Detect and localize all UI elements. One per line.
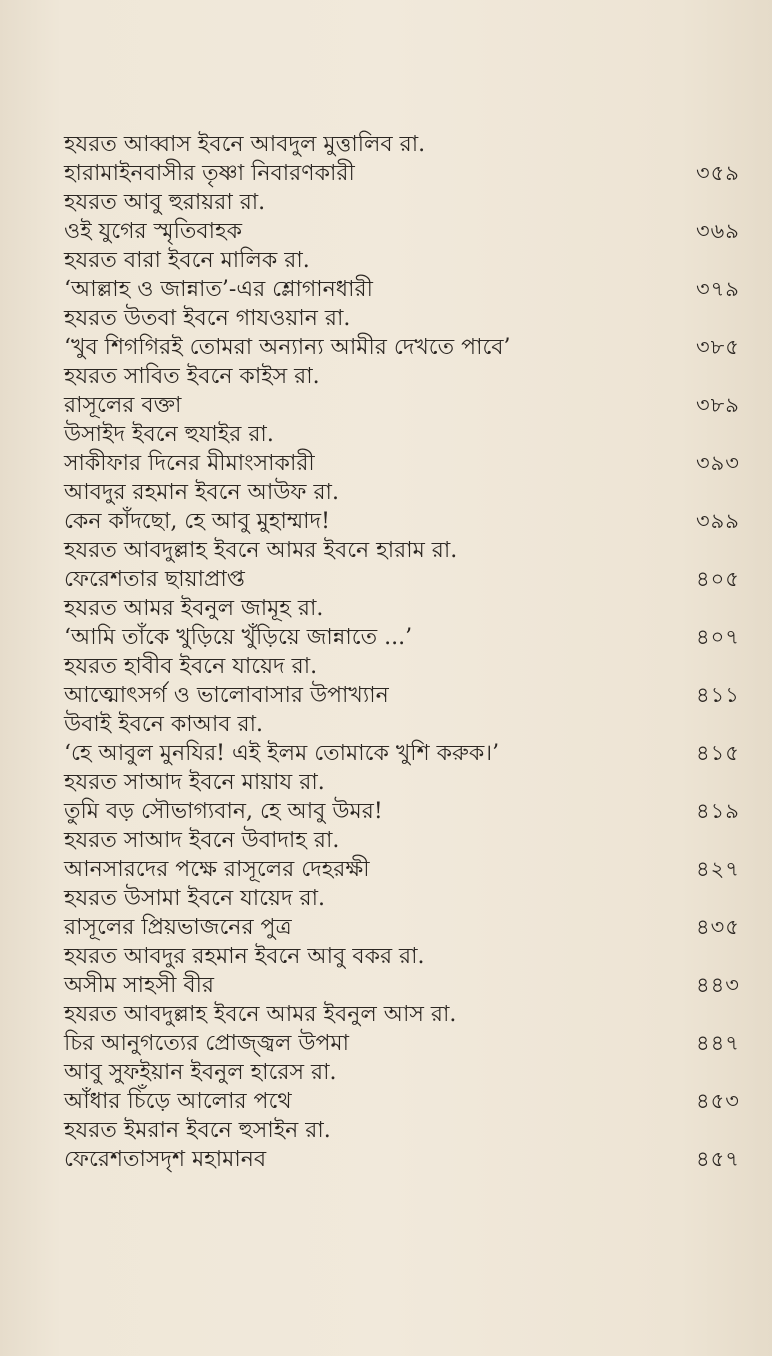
entry-subject: হযরত উসামা ইবনে যায়েদ রা. [64, 886, 326, 911]
toc-entry [64, 594, 764, 652]
entry-title: আঁধার চিঁড়ে আলোর পথে [64, 1089, 292, 1114]
entry-subject: উবাই ইবনে কাআব রা. [64, 712, 263, 737]
toc-entry [64, 130, 764, 188]
entry-page-number: ৩৮৯ [696, 393, 740, 417]
entry-title: রাসূলের বক্তা [64, 393, 182, 418]
entry-page-number: ৩৬৯ [696, 219, 740, 243]
entry-title: হারামাইনবাসীর তৃষ্ণা নিবারণকারী [64, 161, 355, 186]
entry-page-number: ৩৭৯ [696, 277, 740, 301]
entry-title: সাকীফার দিনের মীমাংসাকারী [64, 451, 315, 476]
toc-entry [64, 1058, 764, 1116]
toc-entry [64, 652, 764, 710]
entry-subject: হযরত সাবিত ইবনে কাইস রা. [64, 364, 320, 389]
entry-page-number: ৪০৭ [696, 625, 740, 649]
entry-title: ওই যুগের স্মৃতিবাহক [64, 219, 242, 244]
entry-page-number: ৩৯৩ [696, 451, 740, 475]
toc-entry [64, 478, 764, 536]
entry-title: ‘হে আবুল মুনযির! এই ইলম তোমাকে খুশি করুক।’ [64, 741, 500, 766]
entry-title: আনসারদের পক্ষে রাসূলের দেহরক্ষী [64, 857, 370, 882]
entry-subject: হযরত আবদুর রহমান ইবনে আবু বকর রা. [64, 944, 425, 969]
entry-subject: হযরত আবদুল্লাহ ইবনে আমর ইবনুল আস রা. [64, 1002, 457, 1027]
toc-entry [64, 536, 764, 594]
entry-page-number: ৪২৭ [696, 857, 740, 881]
entry-subject: হযরত হাবীব ইবনে যায়েদ রা. [64, 654, 318, 679]
entry-subject: উসাইদ ইবনে হুযাইর রা. [64, 422, 274, 447]
toc-entry [64, 1000, 764, 1058]
toc-entry [64, 362, 764, 420]
toc-entry [64, 826, 764, 884]
toc-entry [64, 768, 764, 826]
entry-subject: হযরত আবদুল্লাহ ইবনে আমর ইবনে হারাম রা. [64, 538, 458, 563]
toc-entry [64, 942, 764, 1000]
entry-page-number: ৪৫৩ [696, 1089, 740, 1113]
entry-subject: হযরত আব্বাস ইবনে আবদুল মুত্তালিব রা. [64, 132, 426, 157]
entry-title: ‘আল্লাহ ও জান্নাত’-এর শ্লোগানধারী [64, 277, 373, 302]
entry-subject: হযরত আবু হুরায়রা রা. [64, 190, 266, 215]
toc-entry [64, 420, 764, 478]
entry-page-number: ৪৪৭ [696, 1031, 740, 1055]
entry-title: অসীম সাহসী বীর [64, 973, 215, 998]
entry-title: ‘আমি তাঁকে খুড়িয়ে খুঁড়িয়ে জান্নাতে ...’ [64, 625, 413, 650]
toc-entry [64, 884, 764, 942]
entry-subject: আবু সুফইয়ান ইবনুল হারেস রা. [64, 1060, 337, 1085]
entry-page-number: ৩৮৫ [696, 335, 740, 359]
toc-entry [64, 246, 764, 304]
entry-subject: হযরত সাআদ ইবনে উবাদাহ রা. [64, 828, 340, 853]
entry-title: কেন কাঁদছো, হে আবু মুহাম্মাদ! [64, 509, 330, 534]
entry-title: আত্মোৎসর্গ ও ভালোবাসার উপাখ্যান [64, 683, 389, 708]
toc-entry [64, 188, 764, 246]
entry-subject: হযরত ইমরান ইবনে হুসাইন রা. [64, 1118, 331, 1143]
entry-page-number: ৪০৫ [696, 567, 740, 591]
entry-page-number: ৪৪৩ [696, 973, 740, 997]
toc-entry [64, 1116, 764, 1174]
entry-title: ফেরেশতাসদৃশ মহামানব [64, 1147, 267, 1172]
toc-entry [64, 304, 764, 362]
entry-page-number: ৪৩৫ [696, 915, 740, 939]
entry-title: ‘খুব শিগগিরই তোমরা অন্যান্য আমীর দেখতে পাবে’ [64, 335, 511, 360]
table-of-contents [64, 130, 764, 1174]
entry-page-number: ৩৯৯ [696, 509, 740, 533]
entry-page-number: ৩৫৯ [696, 161, 740, 185]
toc-entry [64, 710, 764, 768]
entry-page-number: ৪৫৭ [696, 1147, 740, 1171]
entry-subject: আবদুর রহমান ইবনে আউফ রা. [64, 480, 339, 505]
entry-subject: হযরত বারা ইবনে মালিক রা. [64, 248, 310, 273]
entry-title: ফেরেশতার ছায়াপ্রাপ্ত [64, 567, 245, 592]
entry-title: চির আনুগত্যের প্রোজ্জ্বল উপমা [64, 1031, 350, 1056]
entry-page-number: ৪১৫ [696, 741, 740, 765]
entry-subject: হযরত সাআদ ইবনে মায়ায রা. [64, 770, 325, 795]
entry-title: রাসূলের প্রিয়ভাজনের পুত্র [64, 915, 292, 940]
entry-page-number: ৪১৯ [696, 799, 740, 823]
entry-subject: হযরত উতবা ইবনে গাযওয়ান রা. [64, 306, 351, 331]
entry-subject: হযরত আমর ইবনুল জামূহ রা. [64, 596, 324, 621]
entry-title: তুমি বড় সৌভাগ্যবান, হে আবু উমর! [64, 799, 383, 824]
entry-page-number: ৪১১ [696, 683, 740, 707]
